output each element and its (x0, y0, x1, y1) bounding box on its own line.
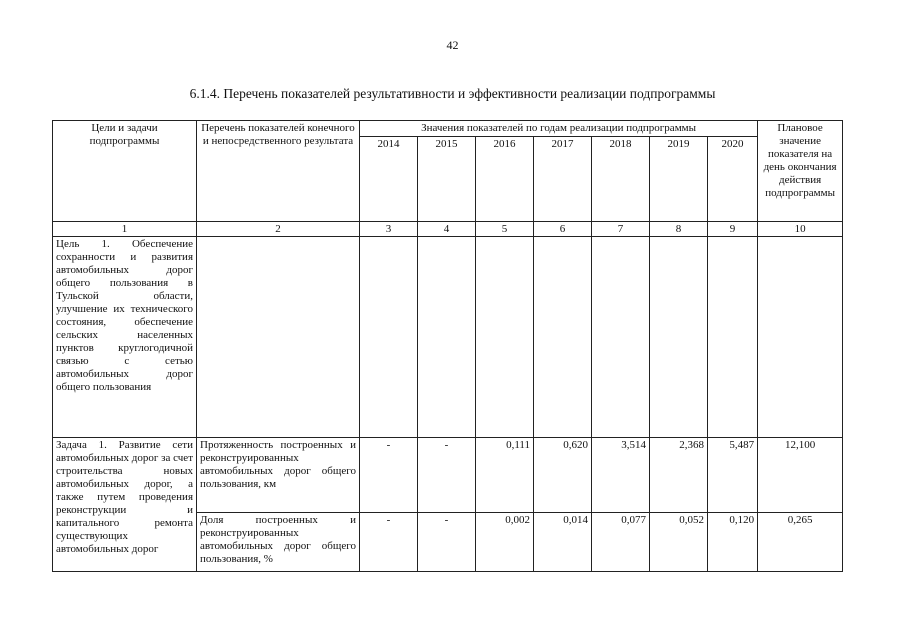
planned-value: 12,100 (758, 438, 843, 513)
empty-cell (360, 237, 418, 438)
value-2020: 5,487 (708, 438, 758, 513)
value-2016: 0,002 (476, 513, 534, 572)
column-numbers-row (53, 222, 843, 237)
indicators-table (52, 120, 843, 572)
empty-cell (418, 237, 476, 438)
page-number: 42 (446, 38, 459, 52)
header-goals: Цели и задачи подпрограммы (53, 121, 197, 222)
indicator-text: Доля построенных и реконструированных автомобильных дорог общего пользования, % (197, 513, 360, 572)
year-2019: 2019 (650, 137, 708, 222)
empty-cell (758, 237, 843, 438)
value-2020: 0,120 (708, 513, 758, 572)
column-number: 2 (197, 222, 360, 237)
column-number: 10 (758, 222, 843, 237)
column-number: 7 (592, 222, 650, 237)
year-2016: 2016 (476, 137, 534, 222)
empty-cell (708, 237, 758, 438)
empty-cell (476, 237, 534, 438)
value-2017: 0,620 (534, 438, 592, 513)
header-row (53, 121, 843, 137)
column-number: 8 (650, 222, 708, 237)
empty-cell (197, 237, 360, 438)
value-2018: 0,077 (592, 513, 650, 572)
empty-cell (650, 237, 708, 438)
indicator-text: Протяженность построенных и реконструированных автомобильных дорог общего пользования, км (197, 438, 360, 513)
year-2014: 2014 (360, 137, 418, 222)
value-2018: 3,514 (592, 438, 650, 513)
column-number: 5 (476, 222, 534, 237)
value-2017: 0,014 (534, 513, 592, 572)
value-2015: - (418, 438, 476, 513)
task-1-text: Задача 1. Развитие сети автомобильных дорог за счет строительства новых автомобильных дорог, а также путем проведения реконструкции и капитального ремонта существующих автомобильных дорог (53, 438, 197, 572)
year-2018: 2018 (592, 137, 650, 222)
value-2019: 2,368 (650, 438, 708, 513)
section-heading: 6.1.4. Перечень показателей результативности и эффективности реализации подпрограммы (189, 86, 716, 101)
year-2020: 2020 (708, 137, 758, 222)
planned-value: 0,265 (758, 513, 843, 572)
goal-1-text: Цель 1. Обеспечение сохранности и развития автомобильных дорог общего пользования в Тульской области, улучшение их технического состояния, обеспечение сельских населенных пунктов круглогодичной связью с сетью автомобильных дорог общего пользования (53, 237, 197, 438)
value-2014: - (360, 438, 418, 513)
column-number: 3 (360, 222, 418, 237)
header-indicators: Перечень показателей конечного и непосредственного результата (197, 121, 360, 222)
table-row (53, 438, 843, 513)
header-planned: Плановое значение показателя на день окончания действия подпрограммы (758, 121, 843, 222)
goal-row (53, 237, 843, 438)
empty-cell (592, 237, 650, 438)
empty-cell (534, 237, 592, 438)
value-2019: 0,052 (650, 513, 708, 572)
column-number: 4 (418, 222, 476, 237)
column-number: 6 (534, 222, 592, 237)
value-2016: 0,111 (476, 438, 534, 513)
column-number: 9 (708, 222, 758, 237)
year-2015: 2015 (418, 137, 476, 222)
value-2015: - (418, 513, 476, 572)
year-2017: 2017 (534, 137, 592, 222)
header-values-by-year: Значения показателей по годам реализации подпрограммы (360, 121, 758, 137)
column-number: 1 (53, 222, 197, 237)
value-2014: - (360, 513, 418, 572)
